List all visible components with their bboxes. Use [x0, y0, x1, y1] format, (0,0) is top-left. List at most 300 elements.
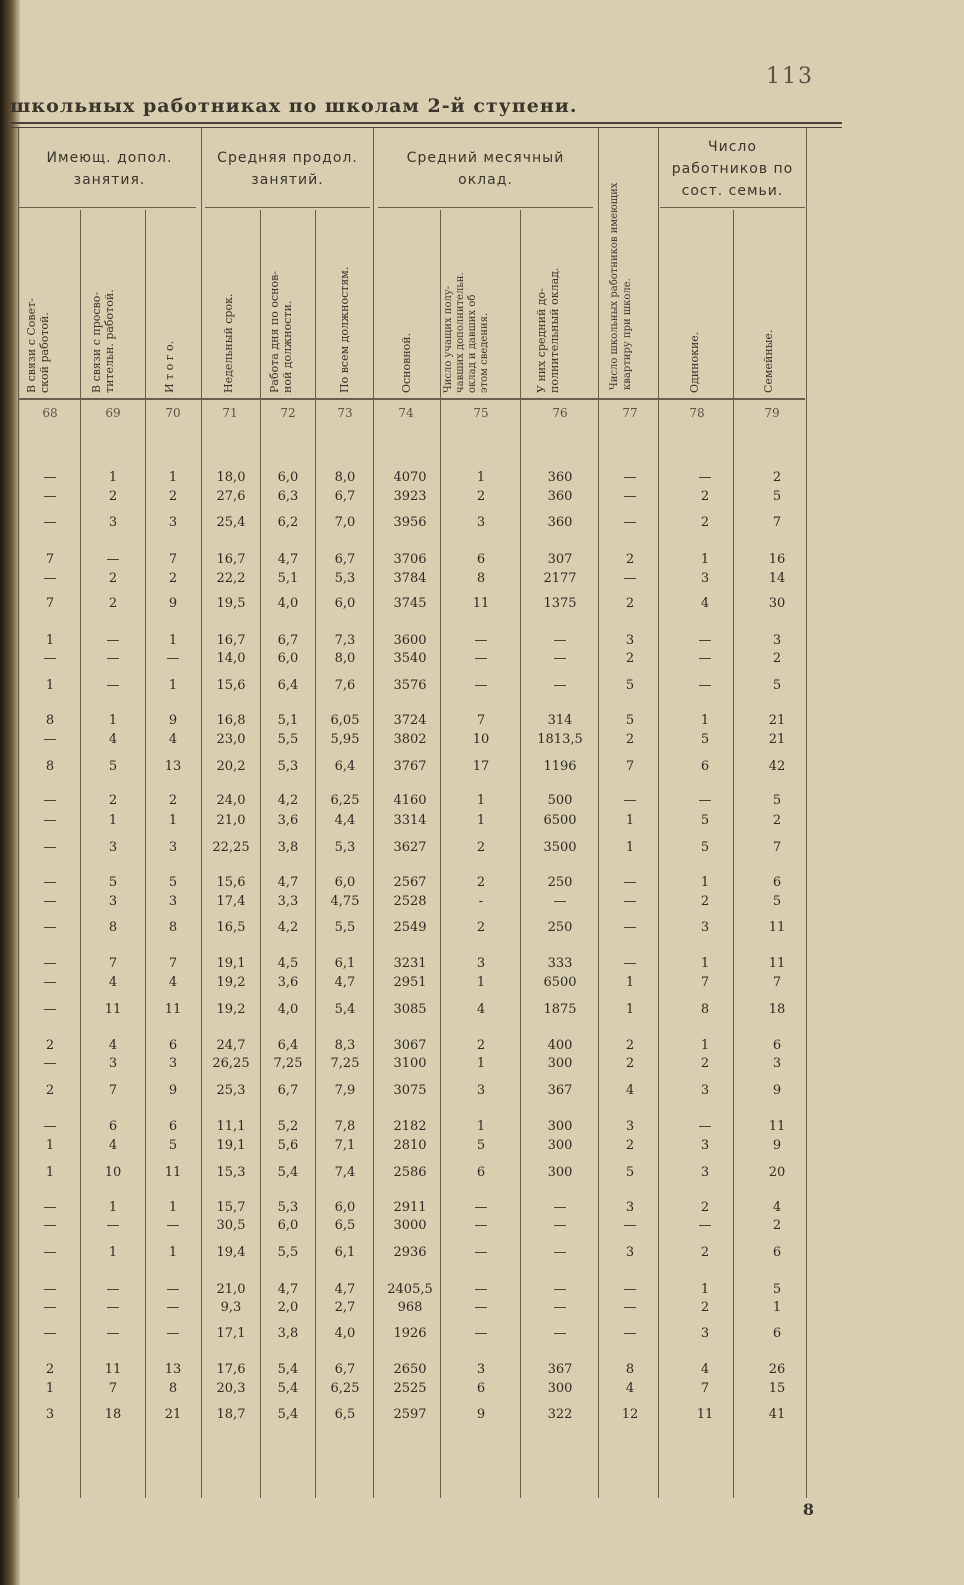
table-cell: 15,6: [216, 678, 246, 693]
table-cell: —: [43, 1218, 57, 1233]
table-cell: 2182: [393, 1119, 427, 1134]
table-cell: —: [106, 1326, 120, 1341]
table-cell: 3: [108, 894, 118, 909]
table-cell: 5: [625, 1165, 635, 1180]
table-cell: 7: [772, 515, 782, 530]
table-cell: 3500: [543, 840, 577, 855]
table-cell: 3: [476, 1362, 486, 1377]
table-cell: 7: [625, 759, 635, 774]
table-cell: —: [106, 1300, 120, 1315]
table-cell: 3: [168, 1056, 178, 1071]
table-cell: 3: [476, 1083, 486, 1098]
table-cell: 18,7: [216, 1407, 246, 1422]
table-cell: 1: [700, 956, 710, 971]
table-cell: —: [166, 1282, 180, 1297]
table-cell: 4: [108, 1038, 118, 1053]
table-cell: 20: [768, 1165, 786, 1180]
table-cell: —: [43, 875, 57, 890]
table-cell: 3: [772, 1056, 782, 1071]
table-cell: 4: [772, 1200, 782, 1215]
table-cell: 26,25: [212, 1056, 250, 1071]
page-number: 113: [766, 64, 814, 89]
table-cell: 4,0: [277, 1002, 299, 1017]
table-cell: 2177: [543, 571, 577, 586]
table-cell: 333: [547, 956, 573, 971]
table-cell: 17,1: [216, 1326, 246, 1341]
table-cell: 7: [700, 975, 710, 990]
table-cell: 17: [472, 759, 490, 774]
table-cell: 4: [476, 1002, 486, 1017]
table-cell: —: [474, 1326, 488, 1341]
table-cell: —: [553, 651, 567, 666]
table-cell: 7,6: [334, 678, 356, 693]
table-cell: 2911: [393, 1200, 427, 1215]
table-cell: 1: [108, 470, 118, 485]
table-cell: —: [698, 793, 712, 808]
table-cell: 3724: [393, 713, 427, 728]
table-cell: 2: [476, 1038, 486, 1053]
table-cell: 4,2: [277, 920, 299, 935]
table-cell: 1: [625, 1002, 635, 1017]
table-cell: 7,8: [334, 1119, 356, 1134]
table-cell: 11: [104, 1002, 122, 1017]
table-cell: —: [43, 1119, 57, 1134]
table-cell: 2951: [393, 975, 427, 990]
table-cell: 16,5: [216, 920, 246, 935]
table-cell: 14: [768, 571, 786, 586]
table-cell: 6: [700, 759, 710, 774]
table-cell: 3231: [393, 956, 427, 971]
table-cell: 367: [547, 1083, 573, 1098]
table-cell: —: [474, 1245, 488, 1260]
table-cell: 4: [108, 975, 118, 990]
col-num-74: 74: [398, 406, 414, 420]
table-cell: 6: [476, 1381, 486, 1396]
table-cell: 322: [547, 1407, 573, 1422]
top-rule-thin: [10, 127, 842, 128]
table-cell: 5: [772, 678, 782, 693]
table-cell: 2: [476, 840, 486, 855]
table-cell: 6,4: [277, 1038, 299, 1053]
table-cell: 1: [772, 1300, 782, 1315]
table-cell: 5: [772, 1282, 782, 1297]
table-cell: 13: [164, 759, 182, 774]
table-cell: 2: [45, 1038, 55, 1053]
table-cell: 21: [768, 713, 786, 728]
table-cell: 4: [700, 596, 710, 611]
table-cell: 12: [621, 1407, 639, 1422]
table-cell: 5,3: [277, 1200, 299, 1215]
table-cell: 4,5: [277, 956, 299, 971]
table-cell: 2: [772, 813, 782, 828]
table-cell: 4: [625, 1381, 635, 1396]
table-cell: 5: [476, 1138, 486, 1153]
group-header-avg-duration: Средняя продол. занятий.: [217, 150, 358, 188]
table-cell: 11: [164, 1165, 182, 1180]
table-cell: 6,7: [277, 1083, 299, 1098]
table-cell: 3075: [393, 1083, 427, 1098]
table-cell: 9: [168, 596, 178, 611]
table-cell: 6,0: [334, 596, 356, 611]
table-cell: 4,2: [277, 793, 299, 808]
table-cell: 250: [547, 875, 573, 890]
table-cell: —: [106, 633, 120, 648]
table-cell: 22,25: [212, 840, 250, 855]
table-cell: 2: [772, 470, 782, 485]
table-cell: 1: [700, 1038, 710, 1053]
table-cell: 1: [108, 1200, 118, 1215]
table-cell: 1196: [543, 759, 577, 774]
table-cell: -: [478, 894, 484, 909]
table-cell: —: [43, 813, 57, 828]
table-cell: 300: [547, 1381, 573, 1396]
vline: [520, 210, 521, 1498]
table-cell: 1: [625, 975, 635, 990]
table-cell: 2: [625, 1138, 635, 1153]
table-cell: —: [553, 1282, 567, 1297]
table-cell: 5,5: [334, 920, 356, 935]
table-cell: 21,0: [216, 813, 246, 828]
table-cell: —: [106, 1282, 120, 1297]
table-cell: 2567: [393, 875, 427, 890]
table-cell: 4,75: [330, 894, 360, 909]
table-cell: 6,7: [334, 489, 356, 504]
table-cell: —: [43, 1002, 57, 1017]
col-header-74: Основной.: [400, 332, 413, 393]
group-header-housing: Число школьных работников имеющих квартиру при школе.: [609, 182, 633, 390]
table-cell: 3600: [393, 633, 427, 648]
table-cell: 5: [700, 840, 710, 855]
table-cell: —: [698, 1218, 712, 1233]
table-cell: 3956: [393, 515, 427, 530]
table-cell: 1: [168, 1245, 178, 1260]
table-cell: 5,3: [334, 840, 356, 855]
table-cell: —: [553, 678, 567, 693]
table-cell: 5,4: [277, 1407, 299, 1422]
rule-group-68-70: [18, 207, 196, 208]
page-title: школьных работниках по школам 2-й ступени.: [10, 95, 578, 117]
table-cell: 307: [547, 552, 573, 567]
table-cell: 5: [700, 732, 710, 747]
table-cell: 42: [768, 759, 786, 774]
table-cell: 300: [547, 1119, 573, 1134]
table-cell: —: [623, 470, 637, 485]
table-cell: 2: [700, 1300, 710, 1315]
table-cell: 5: [168, 1138, 178, 1153]
col-header-76: У них средний до- полнительный оклад.: [535, 267, 561, 393]
table-cell: 2: [625, 1038, 635, 1053]
table-cell: 8: [625, 1362, 635, 1377]
table-cell: 5: [108, 875, 118, 890]
col-header-78: Одинокие.: [688, 331, 701, 393]
table-cell: —: [106, 1218, 120, 1233]
table-cell: 1: [476, 470, 486, 485]
table-cell: 1375: [543, 596, 577, 611]
table-cell: 11: [696, 1407, 714, 1422]
table-cell: 2405,5: [387, 1282, 433, 1297]
table-cell: 2: [476, 920, 486, 935]
table-cell: 4: [108, 732, 118, 747]
table-cell: —: [43, 732, 57, 747]
table-cell: 1813,5: [537, 732, 583, 747]
table-cell: 9,3: [220, 1300, 242, 1315]
table-cell: 400: [547, 1038, 573, 1053]
table-cell: 6,7: [277, 633, 299, 648]
table-cell: 6500: [543, 975, 577, 990]
table-cell: 3067: [393, 1038, 427, 1053]
table-cell: 2936: [393, 1245, 427, 1260]
table-cell: 2: [45, 1362, 55, 1377]
table-cell: 4160: [393, 793, 427, 808]
table-cell: 1: [625, 840, 635, 855]
table-cell: 17,6: [216, 1362, 246, 1377]
table-cell: 4: [700, 1362, 710, 1377]
table-cell: 2: [772, 651, 782, 666]
table-cell: 14,0: [216, 651, 246, 666]
table-cell: —: [623, 1282, 637, 1297]
footer-number: 8: [802, 1500, 814, 1519]
table-cell: 2,7: [334, 1300, 356, 1315]
table-cell: 1: [476, 1119, 486, 1134]
table-cell: 1: [476, 793, 486, 808]
table-cell: 5,3: [334, 571, 356, 586]
col-header-68: В связи с Совет- ской работой.: [25, 298, 51, 393]
table-cell: 24,0: [216, 793, 246, 808]
rule-group-78-79: [660, 207, 805, 208]
table-cell: 6,5: [334, 1218, 356, 1233]
table-cell: 1: [168, 470, 178, 485]
table-cell: 3: [700, 1083, 710, 1098]
table-cell: 3: [108, 1056, 118, 1071]
table-cell: 2: [700, 1056, 710, 1071]
table-cell: 19,2: [216, 1002, 246, 1017]
table-cell: 5,1: [277, 571, 299, 586]
table-cell: 2: [168, 571, 178, 586]
col-num-79: 79: [764, 406, 780, 420]
table-cell: 1: [45, 678, 55, 693]
table-cell: 1875: [543, 1002, 577, 1017]
table-cell: 3: [625, 633, 635, 648]
table-cell: 3,8: [277, 1326, 299, 1341]
table-cell: —: [623, 571, 637, 586]
table-cell: 21: [768, 732, 786, 747]
table-cell: 1: [700, 1282, 710, 1297]
table-cell: 300: [547, 1056, 573, 1071]
table-cell: 6,0: [334, 875, 356, 890]
table-cell: 6,0: [334, 1200, 356, 1215]
table-cell: —: [474, 678, 488, 693]
col-header-73: По всем должностям.: [338, 266, 351, 393]
table-cell: 6500: [543, 813, 577, 828]
table-cell: 7: [108, 1083, 118, 1098]
table-cell: —: [166, 1300, 180, 1315]
table-cell: 6,25: [330, 793, 360, 808]
col-num-73: 73: [337, 406, 353, 420]
table-cell: —: [43, 489, 57, 504]
table-cell: 5,4: [277, 1362, 299, 1377]
table-cell: 1: [45, 1165, 55, 1180]
table-cell: 360: [547, 515, 573, 530]
table-cell: 20,3: [216, 1381, 246, 1396]
rule-header-bottom: [18, 398, 805, 400]
table-cell: 4,7: [334, 1282, 356, 1297]
table-cell: 1: [476, 975, 486, 990]
table-cell: —: [166, 651, 180, 666]
table-cell: 5: [700, 813, 710, 828]
group-header-additional-work: Имеющ. допол. занятия.: [46, 150, 173, 188]
table-cell: —: [553, 1245, 567, 1260]
table-cell: 3767: [393, 759, 427, 774]
table-cell: 3627: [393, 840, 427, 855]
table-cell: 9: [168, 1083, 178, 1098]
table-cell: —: [698, 470, 712, 485]
table-cell: 7,0: [334, 515, 356, 530]
table-cell: 6,3: [277, 489, 299, 504]
table-cell: 11,1: [216, 1119, 246, 1134]
table-cell: —: [623, 793, 637, 808]
table-cell: 6,7: [334, 1362, 356, 1377]
table-cell: —: [474, 1218, 488, 1233]
table-cell: 3540: [393, 651, 427, 666]
col-header-70: И т о г о.: [163, 340, 176, 393]
table-cell: 2650: [393, 1362, 427, 1377]
table-cell: —: [43, 515, 57, 530]
table-cell: 5: [625, 713, 635, 728]
table-cell: 8: [168, 1381, 178, 1396]
table-cell: 3: [168, 840, 178, 855]
table-cell: 13: [164, 1362, 182, 1377]
table-cell: 3: [625, 1200, 635, 1215]
table-cell: 26: [768, 1362, 786, 1377]
table-cell: 19,1: [216, 956, 246, 971]
table-cell: 7: [168, 956, 178, 971]
table-cell: 250: [547, 920, 573, 935]
table-cell: 7,9: [334, 1083, 356, 1098]
table-cell: 30,5: [216, 1218, 246, 1233]
table-cell: 7,4: [334, 1165, 356, 1180]
table-cell: 2: [625, 596, 635, 611]
table-cell: 1: [168, 633, 178, 648]
table-cell: —: [623, 1326, 637, 1341]
table-cell: 16,8: [216, 713, 246, 728]
table-cell: —: [553, 633, 567, 648]
col-header-75: Число учащих полу- чавших дополнительн. оклад и давших об этом сведения.: [443, 272, 490, 393]
table-cell: 41: [768, 1407, 786, 1422]
table-cell: 3314: [393, 813, 427, 828]
table-cell: 3: [700, 571, 710, 586]
table-cell: 5,1: [277, 713, 299, 728]
table-cell: 6,4: [277, 678, 299, 693]
table-cell: 314: [547, 713, 573, 728]
table-cell: —: [166, 1218, 180, 1233]
table-cell: 5: [772, 793, 782, 808]
table-cell: 5,5: [277, 1245, 299, 1260]
table-cell: 3: [625, 1245, 635, 1260]
table-cell: 6,4: [334, 759, 356, 774]
table-cell: —: [553, 1300, 567, 1315]
table-cell: 3: [772, 633, 782, 648]
table-cell: 4: [168, 732, 178, 747]
table-cell: 3: [168, 894, 178, 909]
table-cell: 25,4: [216, 515, 246, 530]
table-cell: —: [474, 1282, 488, 1297]
table-cell: 24,7: [216, 1038, 246, 1053]
table-cell: 8: [108, 920, 118, 935]
table-cell: 21: [164, 1407, 182, 1422]
rule-group-71-73: [205, 207, 370, 208]
table-cell: 1: [108, 813, 118, 828]
col-num-76: 76: [552, 406, 568, 420]
table-cell: —: [623, 920, 637, 935]
table-cell: 5,4: [277, 1165, 299, 1180]
table-cell: 4,7: [334, 975, 356, 990]
table-cell: 6,1: [334, 1245, 356, 1260]
table-cell: 7,1: [334, 1138, 356, 1153]
table-cell: 2: [700, 515, 710, 530]
table-cell: 3100: [393, 1056, 427, 1071]
table-cell: 19,4: [216, 1245, 246, 1260]
table-cell: —: [43, 894, 57, 909]
table-cell: 4: [168, 975, 178, 990]
table-cell: 3923: [393, 489, 427, 504]
table-cell: 4,0: [277, 596, 299, 611]
table-cell: 3: [700, 920, 710, 935]
table-cell: 19,5: [216, 596, 246, 611]
table-cell: —: [623, 956, 637, 971]
table-cell: 4,7: [277, 552, 299, 567]
table-cell: 3706: [393, 552, 427, 567]
table-cell: —: [698, 633, 712, 648]
table-cell: —: [43, 571, 57, 586]
table-cell: 2,0: [277, 1300, 299, 1315]
table-cell: 3: [700, 1165, 710, 1180]
col-header-69: В связи с просво- тительн. работой.: [90, 289, 116, 393]
table-cell: —: [43, 1300, 57, 1315]
table-cell: 15,7: [216, 1200, 246, 1215]
table-cell: 7: [108, 956, 118, 971]
table-cell: 20,2: [216, 759, 246, 774]
table-cell: 3784: [393, 571, 427, 586]
table-cell: 18,0: [216, 470, 246, 485]
table-cell: 11: [768, 920, 786, 935]
table-cell: 11: [164, 1002, 182, 1017]
table-cell: 5,2: [277, 1119, 299, 1134]
table-cell: 3745: [393, 596, 427, 611]
table-cell: 2: [108, 596, 118, 611]
table-cell: 3: [108, 840, 118, 855]
table-cell: 2: [772, 1218, 782, 1233]
table-cell: —: [698, 678, 712, 693]
table-cell: —: [43, 793, 57, 808]
table-cell: 15,6: [216, 875, 246, 890]
table-cell: 2528: [393, 894, 427, 909]
table-cell: 21,0: [216, 1282, 246, 1297]
table-cell: 2: [108, 571, 118, 586]
table-cell: 10: [472, 732, 490, 747]
table-cell: 1: [700, 875, 710, 890]
table-cell: 4: [625, 1083, 635, 1098]
col-num-78: 78: [689, 406, 705, 420]
table-cell: 2: [700, 1245, 710, 1260]
table-cell: 1: [108, 1245, 118, 1260]
table-cell: 360: [547, 489, 573, 504]
table-cell: 3: [108, 515, 118, 530]
table-cell: 5,6: [277, 1138, 299, 1153]
table-cell: 2: [625, 1056, 635, 1071]
table-cell: 11: [768, 956, 786, 971]
table-cell: 1926: [393, 1326, 427, 1341]
table-cell: 11: [768, 1119, 786, 1134]
